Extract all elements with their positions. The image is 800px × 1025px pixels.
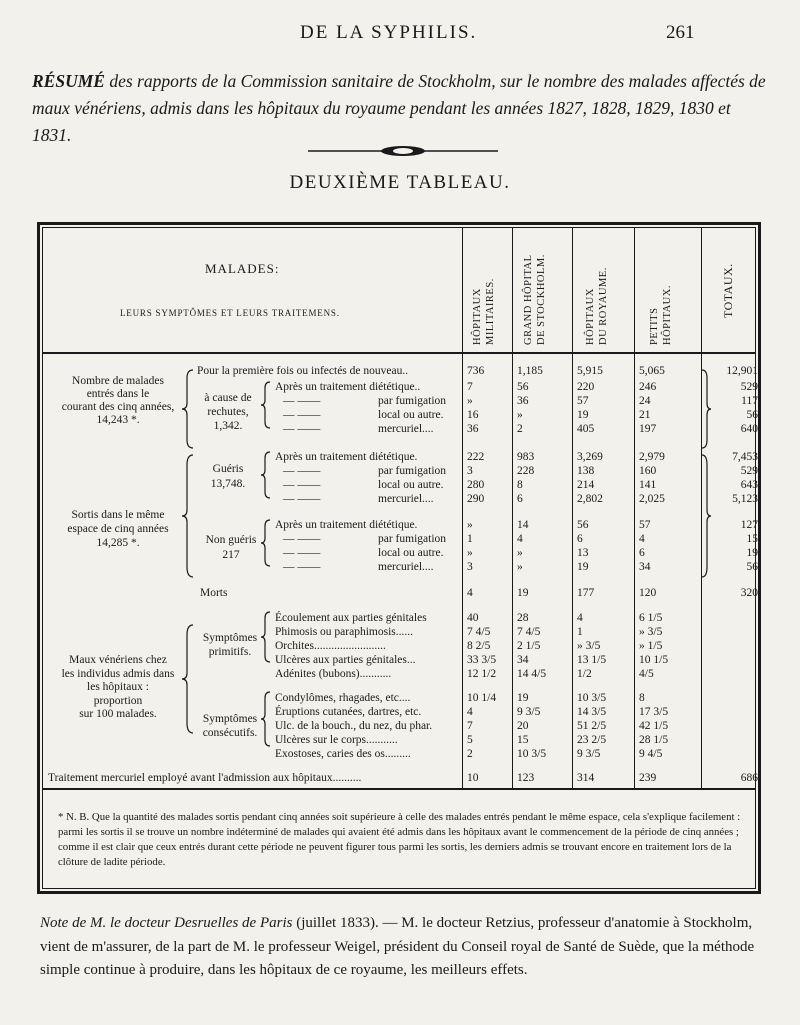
group-line: primitifs. — [208, 646, 252, 658]
closing-note — [40, 912, 770, 983]
cell-value: 36 — [467, 423, 479, 435]
group-line: 217 — [222, 549, 240, 561]
cell-value: 177 — [577, 587, 595, 599]
header-malades: MALADES: — [205, 261, 280, 276]
cell-value: 16 — [467, 409, 479, 421]
cell-value: 4 — [577, 612, 583, 624]
group-line: 14,243 *. — [96, 414, 140, 426]
cell-value: 5,915 — [577, 365, 603, 377]
cell-value: 120 — [639, 587, 657, 599]
closing-note-text: (juillet 1833). — M. le docteur Retzius, professeur d'anatomie à Stockholm, vient de m'assurer, de la part de M. le professeur Weigel, président du Conseil royal de Santé de Suède, que la méthode simple continue à produire, dans les hôpitaux de ce royaume, les meilleurs effets. — [40, 915, 755, 978]
col-header-line: PETITS — [649, 307, 660, 345]
cell-value: 1/2 — [577, 668, 592, 680]
cell-value: 314 — [577, 772, 595, 784]
cell-value: 12,901 — [726, 365, 758, 377]
cell-value: 2 — [467, 748, 473, 760]
cell-value: 8 2/5 — [467, 640, 491, 652]
row-label: Ulcères aux parties génitales... — [275, 654, 416, 666]
cell-value: 28 — [517, 612, 529, 624]
cell-value: 7 4/5 — [517, 626, 541, 638]
cell-value: 13 — [577, 547, 589, 559]
cell-value: 4/5 — [639, 668, 654, 680]
title-lead: RÉSUMÉ — [32, 71, 105, 91]
brace-rechutes — [261, 382, 270, 428]
col-header-line: HÔPITAUX — [472, 288, 483, 345]
cell-value: 34 — [639, 561, 651, 573]
row-label: Morts — [200, 587, 228, 599]
cell-value: 160 — [639, 465, 657, 477]
ditto-marks: — —— — [283, 493, 321, 505]
group-line: proportion — [93, 694, 143, 707]
group-line: entrés dans le — [86, 388, 150, 400]
cell-value: 23 2/5 — [577, 734, 607, 746]
cell-value: 10 3/5 — [577, 692, 607, 704]
running-head: DE LA SYPHILIS. — [300, 22, 478, 43]
row-label: Orchites......................... — [275, 640, 386, 652]
row-label: Adénites (bubons)........... — [275, 668, 392, 680]
cell-value: 10 1/4 — [467, 692, 497, 704]
cell-value: 14 4/5 — [517, 668, 547, 680]
cell-value: 686 — [740, 772, 758, 784]
col-header-totaux: TOTAUX. — [721, 263, 735, 318]
row-label: local ou autre. — [378, 409, 444, 421]
row-label: local ou autre. — [378, 547, 444, 559]
row-label: Après un traitement diététique. — [275, 451, 418, 463]
ditto-marks: — —— — [283, 395, 321, 407]
ditto-marks: — —— — [283, 423, 321, 435]
cell-value: 57 — [577, 395, 589, 407]
cell-value: 4 — [517, 533, 523, 545]
cell-value: 2 — [517, 423, 523, 435]
cell-value: 1 — [577, 626, 583, 638]
cell-value: 19 — [577, 409, 589, 421]
row-label: Écoulement aux parties génitales — [275, 612, 427, 624]
brace-maux — [182, 625, 193, 733]
col-header-line: DE STOCKHOLM. — [536, 254, 547, 345]
title-line-2: affectés de maux vénériens, admis dans les hôpitaux du royaume pendant les années 1827, — [32, 71, 766, 118]
cell-value: 33 3/5 — [467, 654, 497, 666]
cell-value: 214 — [577, 479, 595, 491]
cell-value: 320 — [740, 587, 758, 599]
cell-value: 3 — [467, 465, 473, 477]
cell-value: 643 — [740, 479, 758, 491]
cell-value: 4 — [467, 587, 473, 599]
row-label: par fumigation — [378, 465, 447, 477]
cell-value: 56 — [746, 409, 758, 421]
row-label: mercuriel.... — [378, 493, 434, 505]
cell-value: 529 — [740, 465, 758, 477]
col-header-line: HÔPITAUX. — [662, 285, 673, 345]
cell-value: 640 — [740, 423, 758, 435]
ditto-marks: — —— — [283, 465, 321, 477]
cell-value: 7 — [467, 381, 473, 393]
group-line: les hôpitaux : — [87, 681, 149, 693]
cell-value: 6 — [577, 533, 583, 545]
group-line: 1,342. — [213, 420, 243, 432]
cell-value: » — [517, 561, 523, 573]
group-line: courant des cinq années, — [61, 401, 175, 413]
cell-value: 9 3/5 — [517, 706, 541, 718]
row-label: Exostoses, caries des os......... — [275, 748, 411, 760]
group-line: 14,285 *. — [96, 537, 140, 549]
table-note: * N. B. Que la quantité des malades sortis pendant cinq années soit supérieure à celle des malades entrés pendant le même espace, cela s'explique facilement : parmi les sortis il se trouve un nombre indéterminé de malades qui avaient été admis dans les hôpitaux avant le commencement de la période de cinq années ; comme il est clair que ceux entrés durant cette période ne peuvent figurer tous parmi les sortis, les derniers admis se trouvant encore en traitement lors de la clôture de ladite période. — [58, 811, 741, 868]
cell-value: » — [517, 547, 523, 559]
cell-value: 10 — [467, 772, 479, 784]
cell-value: 239 — [639, 772, 657, 784]
row-label: par fumigation — [378, 395, 447, 407]
row-label: local ou autre. — [378, 479, 444, 491]
ditto-marks: — —— — [283, 547, 321, 559]
cell-value: 3 — [467, 561, 473, 573]
row-label: Après un traitement diététique. — [275, 519, 418, 531]
cell-value: » 3/5 — [639, 626, 663, 638]
cell-value: 6 — [517, 493, 523, 505]
cell-value: 280 — [467, 479, 485, 491]
group-line: Non guéris — [205, 534, 257, 546]
cell-value: 1,185 — [517, 365, 543, 377]
cell-value: » 3/5 — [577, 640, 601, 652]
group-line: à cause de — [204, 392, 252, 404]
cell-value: » — [517, 409, 523, 421]
cell-value: 7 4/5 — [467, 626, 491, 638]
cell-value: 51 2/5 — [577, 720, 607, 732]
col-header-line: MILITAIRES. — [485, 278, 496, 345]
cell-value: 28 1/5 — [639, 734, 669, 746]
closing-note-lead: Note de M. le docteur Desruelles de Paris — [40, 915, 293, 931]
group-line: Maux vénériens chez — [69, 654, 167, 666]
brace-primitifs — [261, 612, 270, 662]
group-line: Sortis dans le même — [71, 509, 165, 521]
page-number: 261 — [666, 22, 695, 43]
cell-value: 5 — [467, 734, 473, 746]
title-line-1: des rapports de la Commission sanitaire de Stockholm, sur le nombre des malades — [109, 71, 687, 91]
header-subtitle: LEURS SYMPTÔMES ET LEURS TRAITEMENS. — [120, 308, 340, 318]
row-label: Phimosis ou paraphimosis...... — [275, 626, 414, 638]
row-label: Traitement mercuriel employé avant l'admission aux hôpitaux.......... — [48, 772, 362, 784]
cell-value: 290 — [467, 493, 485, 505]
cell-value: 1 — [467, 533, 473, 545]
cell-value: 13 1/5 — [577, 654, 607, 666]
cell-value: 14 3/5 — [577, 706, 607, 718]
cell-value: 197 — [639, 423, 657, 435]
cell-value: 736 — [467, 365, 485, 377]
ditto-marks: — —— — [283, 479, 321, 491]
cell-value: 3,269 — [577, 451, 603, 463]
cell-value: 56 — [746, 561, 758, 573]
cell-value: 7,453 — [732, 451, 758, 463]
cell-value: 8 — [517, 479, 523, 491]
col-header-line: DU ROYAUME. — [598, 267, 609, 345]
cell-value: 14 — [517, 519, 529, 531]
cell-value: 141 — [639, 479, 657, 491]
cell-value: 5,065 — [639, 365, 665, 377]
cell-value: 15 — [746, 533, 758, 545]
group-line: sur 100 malades. — [79, 708, 157, 720]
cell-value: 56 — [517, 381, 529, 393]
cell-value: 123 — [517, 772, 535, 784]
cell-value: 6 — [639, 547, 645, 559]
cell-value: 2,025 — [639, 493, 665, 505]
group-line: Nombre de malades — [72, 375, 164, 387]
cell-value: 10 1/5 — [639, 654, 669, 666]
cell-value: » — [467, 395, 473, 407]
brace-sortis — [182, 455, 193, 577]
cell-value: 36 — [517, 395, 529, 407]
cell-value: 19 — [746, 547, 758, 559]
cell-value: 24 — [639, 395, 651, 407]
cell-value: 220 — [577, 381, 595, 393]
cell-value: 10 3/5 — [517, 748, 547, 760]
cell-value: 34 — [517, 654, 529, 666]
row-label: Pour la première fois ou infectés de nouveau.. — [197, 365, 409, 377]
row-label: mercuriel.... — [378, 423, 434, 435]
row-label: Après un traitement diététique.. — [275, 381, 421, 393]
cell-value: 127 — [740, 519, 758, 531]
cell-value: 7 — [467, 720, 473, 732]
cell-value: 6 1/5 — [639, 612, 663, 624]
group-line: Symptômes — [202, 632, 258, 644]
cell-value: 405 — [577, 423, 595, 435]
group-line: 13,748. — [210, 478, 246, 490]
row-label: par fumigation — [378, 533, 447, 545]
brace-consecutifs — [261, 692, 270, 746]
row-label: Éruptions cutanées, dartres, etc. — [275, 706, 422, 718]
cell-value: 19 — [517, 587, 529, 599]
cell-value: 2 1/5 — [517, 640, 541, 652]
ditto-marks: — —— — [283, 561, 321, 573]
cell-value: 19 — [517, 692, 529, 704]
group-line: rechutes, — [207, 406, 249, 418]
cell-value: » 1/5 — [639, 640, 663, 652]
brace-gueris — [261, 452, 270, 498]
col-header-line: GRAND HÔPITAL — [523, 254, 534, 345]
brace-entres — [182, 370, 193, 448]
cell-value: 20 — [517, 720, 529, 732]
row-label: Condylômes, rhagades, etc.... — [275, 692, 411, 704]
cell-value: 9 3/5 — [577, 748, 601, 760]
col-header-line: HÔPITAUX — [585, 288, 596, 345]
row-label: Ulcères sur le corps........... — [275, 734, 398, 746]
table-subtitle: DEUXIÈME TABLEAU. — [289, 172, 511, 193]
cell-value: 5,123 — [732, 493, 758, 505]
group-line: consécutifs. — [202, 727, 258, 739]
cell-value: 4 — [467, 706, 473, 718]
cell-value: 4 — [639, 533, 645, 545]
group-line: Symptômes — [202, 713, 258, 725]
group-line: les individus admis dans — [61, 667, 175, 680]
cell-value: 12 1/2 — [467, 668, 497, 680]
cell-value: » — [467, 547, 473, 559]
cell-value: 2,802 — [577, 493, 603, 505]
cell-value: 246 — [639, 381, 657, 393]
title-line-3: 1828, 1829, 1830 et 1831. — [32, 98, 731, 145]
cell-value: 529 — [740, 381, 758, 393]
cell-value: 138 — [577, 465, 595, 477]
cell-value: 56 — [577, 519, 589, 531]
row-label: mercuriel.... — [378, 561, 434, 573]
cell-value: 228 — [517, 465, 535, 477]
cell-value: 21 — [639, 409, 651, 421]
cell-value: 15 — [517, 734, 529, 746]
cell-value: 983 — [517, 451, 535, 463]
ditto-marks: — —— — [283, 409, 321, 421]
cell-value: 19 — [577, 561, 589, 573]
brace-non-gueris — [261, 520, 270, 566]
cell-value: 17 3/5 — [639, 706, 669, 718]
cell-value: 117 — [741, 395, 758, 407]
cell-value: 222 — [467, 451, 485, 463]
group-line: espace de cinq années — [67, 523, 169, 535]
group-line: Guéris — [212, 463, 244, 475]
cell-value: 42 1/5 — [639, 720, 669, 732]
cell-value: 8 — [639, 692, 645, 704]
ditto-marks: — —— — [283, 533, 321, 545]
cell-value: 57 — [639, 519, 651, 531]
row-label: Ulc. de la bouch., du nez, du phar. — [275, 720, 433, 732]
cell-value: » — [467, 519, 473, 531]
cell-value: 9 4/5 — [639, 748, 663, 760]
cell-value: 2,979 — [639, 451, 665, 463]
cell-value: 40 — [467, 612, 479, 624]
